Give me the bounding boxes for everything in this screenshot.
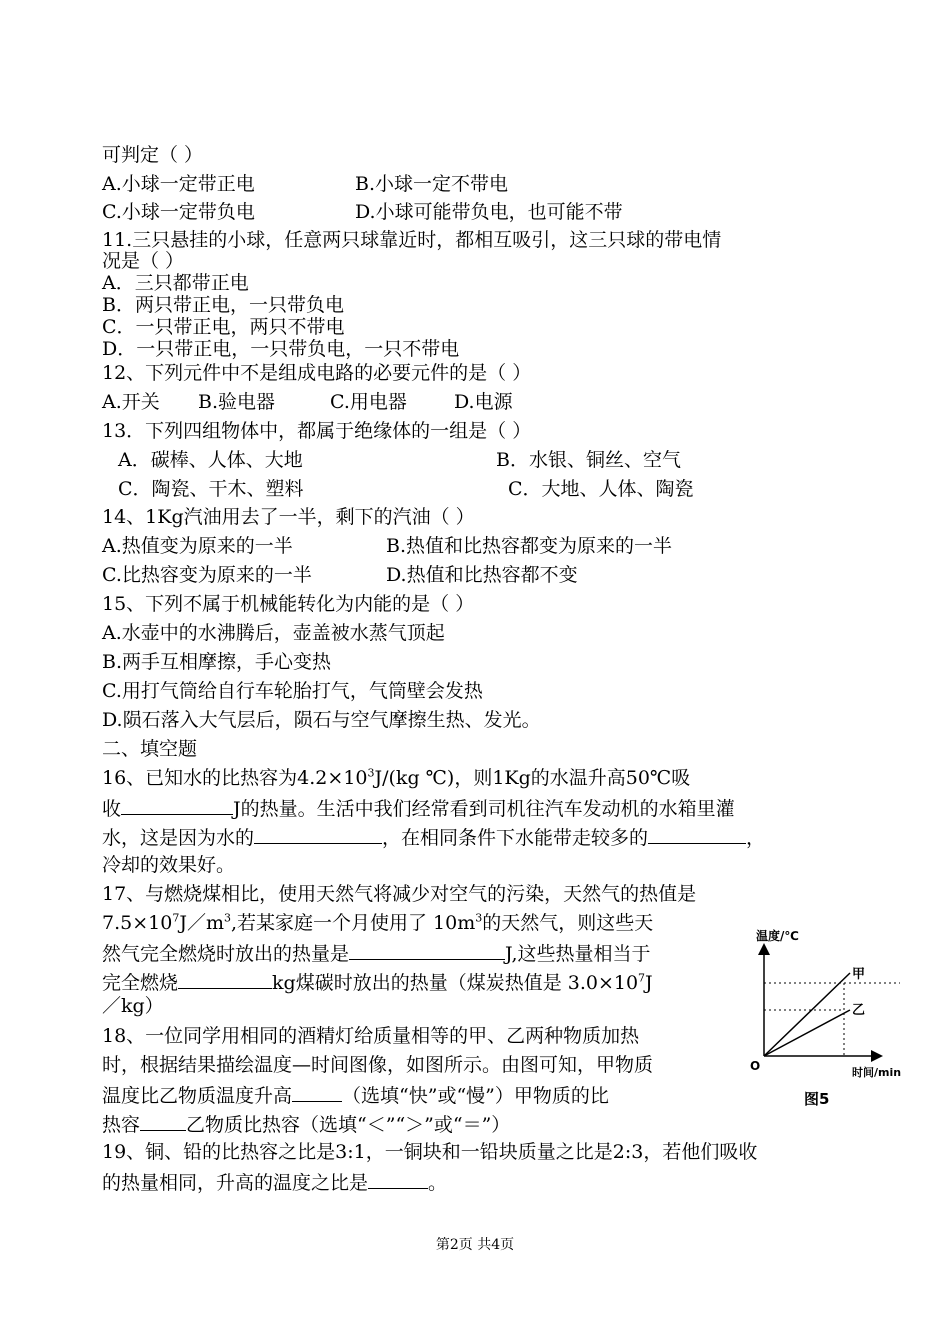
q11-stem-line1: 11.三只悬挂的小球，任意两只球靠近时，都相互吸引，这三只球的带电情 [102, 229, 722, 251]
q17-text: ,若某家庭一个月使用了 10m [230, 912, 476, 934]
q19-text: 。 [428, 1172, 448, 1194]
q16-text: ，在相同条件下水能带走较多的 [382, 827, 649, 849]
q14-stem: 14、1Kg汽油用去了一半，剩下的汽油（ ） [102, 506, 475, 528]
q16-line1 [102, 767, 690, 789]
superscript: 7 [638, 971, 646, 985]
q15-option-c: C.用打气筒给自行车轮胎打气，气筒壁会发热 [102, 680, 483, 702]
section-heading: 二、填空题 [102, 738, 198, 760]
q13-stem: 13．下列四组物体中，都属于绝缘体的一组是（ ） [102, 420, 532, 442]
q14-option-c: C.比热容变为原来的一半 [102, 564, 312, 586]
q16-text: ， [746, 827, 766, 849]
answer-blank[interactable] [349, 941, 505, 960]
q12-option-c: C.用电器 [330, 391, 407, 413]
q16-text: J的热量。生活中我们经常看到司机往汽车发动机的水箱里灌 [233, 798, 735, 820]
answer-blank[interactable] [140, 1112, 186, 1131]
footer-text: 页 [500, 1237, 515, 1253]
q17-text: J／m [179, 912, 224, 934]
q12-option-d: D.电源 [454, 391, 513, 413]
q10-option-b: B.小球一定不带电 [355, 173, 509, 195]
q18-text: 乙物质比热容（选填“＜”“＞”或“＝”） [186, 1114, 511, 1136]
series-jia-label: 甲 [852, 967, 866, 982]
q12-stem: 12、下列元件中不是组成电路的必要元件的是（ ） [102, 362, 532, 384]
q13-option-b: B．水银、铜丝、空气 [496, 449, 681, 471]
y-axis-label: 温度/℃ [756, 929, 799, 943]
page-footer [0, 1234, 950, 1254]
q17-line3 [102, 941, 651, 965]
footer-text: 页 共 [458, 1237, 492, 1253]
series-jia-line [764, 973, 850, 1056]
answer-blank[interactable] [121, 796, 233, 815]
q11-option-c: C．一只带正电，两只不带电 [102, 316, 345, 338]
answer-blank[interactable] [292, 1083, 342, 1102]
q12-option-a: A.开关 [102, 391, 160, 413]
q17-line4 [102, 970, 653, 994]
q11-stem-line2: 况是（ ） [102, 250, 185, 272]
q10-option-c: C.小球一定带负电 [102, 201, 255, 223]
superscript: 3 [475, 911, 483, 925]
superscript: 7 [172, 911, 180, 925]
q16-text: 收 [102, 798, 122, 820]
q10-option-d: D.小球可能带负电，也可能不带 [355, 201, 623, 223]
series-yi-label: 乙 [852, 1003, 866, 1018]
q14-option-d: D.热值和比热容都不变 [386, 564, 578, 586]
q19-line1: 19、铜、铅的比热容之比是3:1，一铜块和一铅块质量之比是2:3，若他们吸收 [102, 1141, 758, 1163]
q15-option-b: B.两手互相摩擦，手心变热 [102, 651, 332, 673]
superscript: 3 [367, 766, 375, 780]
q16-text: 水，这是因为水的 [102, 827, 255, 849]
q18-line4 [102, 1112, 510, 1136]
q17-text: 的天然气，则这些天 [482, 912, 654, 934]
footer-text: 第 [435, 1237, 450, 1253]
q19-text: 的热量相同，升高的温度之比是 [102, 1172, 369, 1194]
q18-line1: 18、一位同学用相同的酒精灯给质量相等的甲、乙两种物质加热 [102, 1025, 640, 1047]
answer-blank[interactable] [254, 825, 382, 844]
q18-text: （选填“快”或“慢”）甲物质的比 [342, 1085, 609, 1107]
q11-option-d: D．一只带正电，一只带负电，一只不带电 [102, 338, 460, 360]
answer-blank[interactable] [178, 970, 272, 989]
q10-stem-tail: 可判定（ ） [102, 144, 204, 166]
q11-option-b: B．两只带正电，一只带负电 [102, 294, 344, 316]
q15-option-d: D.陨石落入大气层后，陨石与空气摩擦生热、发光。 [102, 709, 541, 731]
q15-option-a: A.水壶中的水沸腾后，壶盖被水蒸气顶起 [102, 622, 445, 644]
q11-option-a: A．三只都带正电 [102, 272, 249, 294]
q10-option-a: A.小球一定带正电 [102, 173, 255, 195]
answer-blank[interactable] [368, 1170, 428, 1189]
answer-blank[interactable] [648, 825, 746, 844]
q17-text: kg煤碳时放出的热量（煤炭热值是 3.0×10 [272, 972, 639, 994]
q16-line4: 冷却的效果好。 [102, 854, 236, 876]
x-axis-label: 时间/min [852, 1066, 902, 1079]
q17-text: 完全燃烧 [102, 972, 179, 994]
q13-option-a: A．碳棒、人体、大地 [118, 449, 303, 471]
page-number: 2 [449, 1237, 459, 1253]
q17-text: 然气完全燃烧时放出的热量是 [102, 943, 350, 965]
q14-option-b: B.热值和比热容都变为原来的一半 [386, 535, 673, 557]
q12-option-b: B.验电器 [198, 391, 276, 413]
q13-option-d: C．大地、人体、陶瓷 [508, 478, 694, 500]
q16-line3 [102, 825, 765, 849]
temperature-time-figure [752, 928, 912, 1113]
q17-text: J [645, 972, 653, 994]
q18-line3 [102, 1083, 609, 1107]
origin-label: O [750, 1059, 761, 1073]
q17-text: J,这些热量相当于 [505, 943, 651, 965]
q16-text: J/(kg ℃)，则1Kg的水温升高50℃吸 [374, 767, 691, 789]
q18-text: 热容 [102, 1114, 141, 1136]
total-pages: 4 [491, 1237, 501, 1253]
q13-option-c: C．陶瓷、干木、塑料 [118, 478, 304, 500]
q16-line2 [102, 796, 735, 820]
q18-text: 温度比乙物质温度升高 [102, 1085, 293, 1107]
q18-line2: 时，根据结果描绘温度—时间图像，如图所示。由图可知，甲物质 [102, 1054, 654, 1076]
q15-stem: 15、下列不属于机械能转化为内能的是（ ） [102, 593, 475, 615]
q14-option-a: A.热值变为原来的一半 [102, 535, 293, 557]
series-yi-line [764, 1010, 850, 1056]
q19-line2 [102, 1170, 447, 1194]
superscript: 3 [223, 911, 231, 925]
q17-line1: 17、与燃烧煤相比，使用天然气将减少对空气的污染，天然气的热值是 [102, 883, 697, 905]
q17-line2 [102, 912, 653, 934]
q17-text: 7.5×10 [102, 912, 173, 934]
figure-caption: 图5 [804, 1090, 830, 1108]
q16-text: 16、已知水的比热容为4.2×10 [102, 767, 368, 789]
q17-line5: ／kg） [102, 995, 164, 1017]
